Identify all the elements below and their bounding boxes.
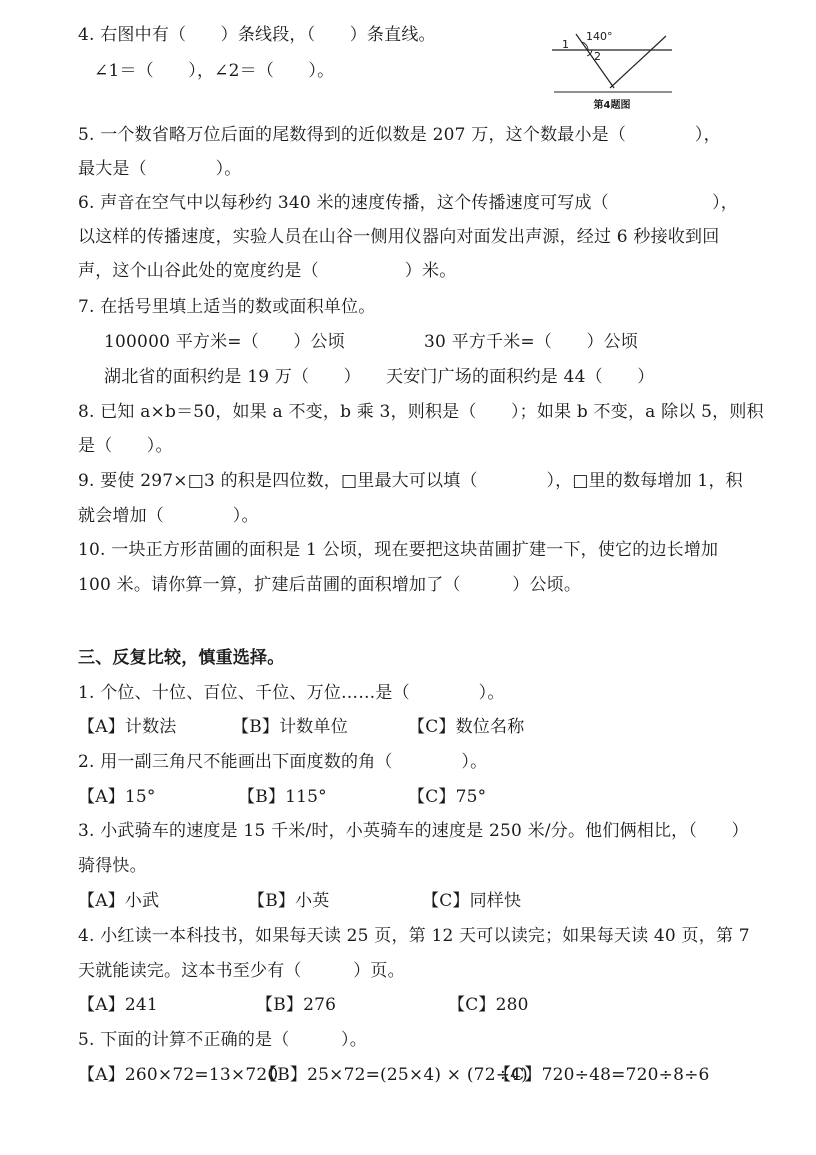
q7-item-1: 100000 平方米=（ ）公顷 (104, 332, 345, 352)
figure-q4 (548, 22, 676, 114)
s3-q1-option-b: 【B】计数单位 (232, 717, 348, 737)
section-3-heading: 三、反复比较，慎重选择。 (78, 648, 285, 668)
s3-q1-option-c: 【C】数位名称 (408, 717, 525, 737)
q9-line-1: 9. 要使 297×□3 的积是四位数，□里最大可以填（ ），□里的数每增加 1，积 (78, 471, 743, 491)
s3-q3-option-b: 【B】小英 (248, 891, 330, 911)
s3-q5-option-a: 【A】260×72=13×720 (78, 1065, 279, 1085)
q5-line-2: 最大是（ ）。 (78, 159, 242, 179)
s3-q4-option-a: 【A】241 (78, 995, 158, 1015)
q7-line-1: 7. 在括号里填上适当的数或面积单位。 (78, 297, 376, 317)
s3-q2-option-a: 【A】15° (78, 787, 156, 807)
s3-q5-option-b: 【B】25×72=(25×4) × (72÷4) (260, 1065, 529, 1085)
s3-q3-line-2: 骑得快。 (78, 856, 147, 876)
q8-line-2: 是（ ）。 (78, 436, 173, 456)
q9-line-2: 就会增加（ ）。 (78, 506, 259, 526)
q10-line-1: 10. 一块正方形苗圃的面积是 1 公顷，现在要把这块苗圃扩建一下，使它的边长增加 (78, 540, 719, 560)
q4-line-2: ∠1＝（ ），∠2＝（ ）。 (94, 61, 335, 81)
figure-label-1: 1 (562, 38, 569, 51)
s3-q3-line-1: 3. 小武骑车的速度是 15 千米/时，小英骑车的速度是 250 米/分。他们俩相比，（ ） (78, 821, 749, 841)
q7-item-2: 30 平方千米=（ ）公顷 (424, 332, 639, 352)
q10-line-2: 100 米。请你算一算，扩建后苗圃的面积增加了（ ）公顷。 (78, 575, 582, 595)
figure-label-2: 2 (594, 50, 601, 63)
q4-line-1: 4. 右图中有（ ）条线段，（ ）条直线。 (78, 25, 436, 45)
q7-item-3: 湖北省的面积约是 19 万（ ） (104, 367, 361, 387)
q6-line-3: 声，这个山谷此处的宽度约是（ ）米。 (78, 261, 457, 281)
s3-q3-option-c: 【C】同样快 (422, 891, 522, 911)
s3-q1: 1. 个位、十位、百位、千位、万位……是（ ）。 (78, 683, 505, 703)
figure-angle-label: 140° (586, 30, 613, 43)
s3-q4-option-b: 【B】276 (256, 995, 337, 1015)
q5-line-1: 5. 一个数省略万位后面的尾数得到的近似数是 207 万，这个数最小是（ ）， (78, 125, 721, 145)
s3-q4-line-2: 天就能读完。这本书至少有（ ）页。 (78, 961, 405, 981)
q6-line-1: 6. 声音在空气中以每秒约 340 米的速度传播，这个传播速度可写成（ ）， (78, 193, 738, 213)
s3-q1-option-a: 【A】计数法 (78, 717, 177, 737)
s3-q2-option-c: 【C】75° (408, 787, 487, 807)
s3-q4-line-1: 4. 小红读一本科技书，如果每天读 25 页，第 12 天可以读完；如果每天读 40 页，第 7 (78, 926, 750, 946)
q7-item-4: 天安门广场的面积约是 44（ ） (386, 367, 655, 387)
s3-q2: 2. 用一副三角尺不能画出下面度数的角（ ）。 (78, 752, 488, 772)
s3-q4-option-c: 【C】280 (448, 995, 529, 1015)
s3-q5: 5. 下面的计算不正确的是（ ）。 (78, 1030, 367, 1050)
s3-q3-option-a: 【A】小武 (78, 891, 160, 911)
s3-q5-option-c: 【C】720÷48=720÷8÷6 (494, 1065, 710, 1085)
q6-line-2: 以这样的传播速度，实验人员在山谷一侧用仪器向对面发出声源，经过 6 秒接收到回 (78, 227, 720, 247)
q8-line-1: 8. 已知 a×b＝50，如果 a 不变，b 乘 3，则积是（ ）；如果 b 不变，a 除以 5，则积 (78, 402, 764, 422)
s3-q2-option-b: 【B】115° (238, 787, 327, 807)
figure-caption: 第4题图 (593, 100, 631, 111)
